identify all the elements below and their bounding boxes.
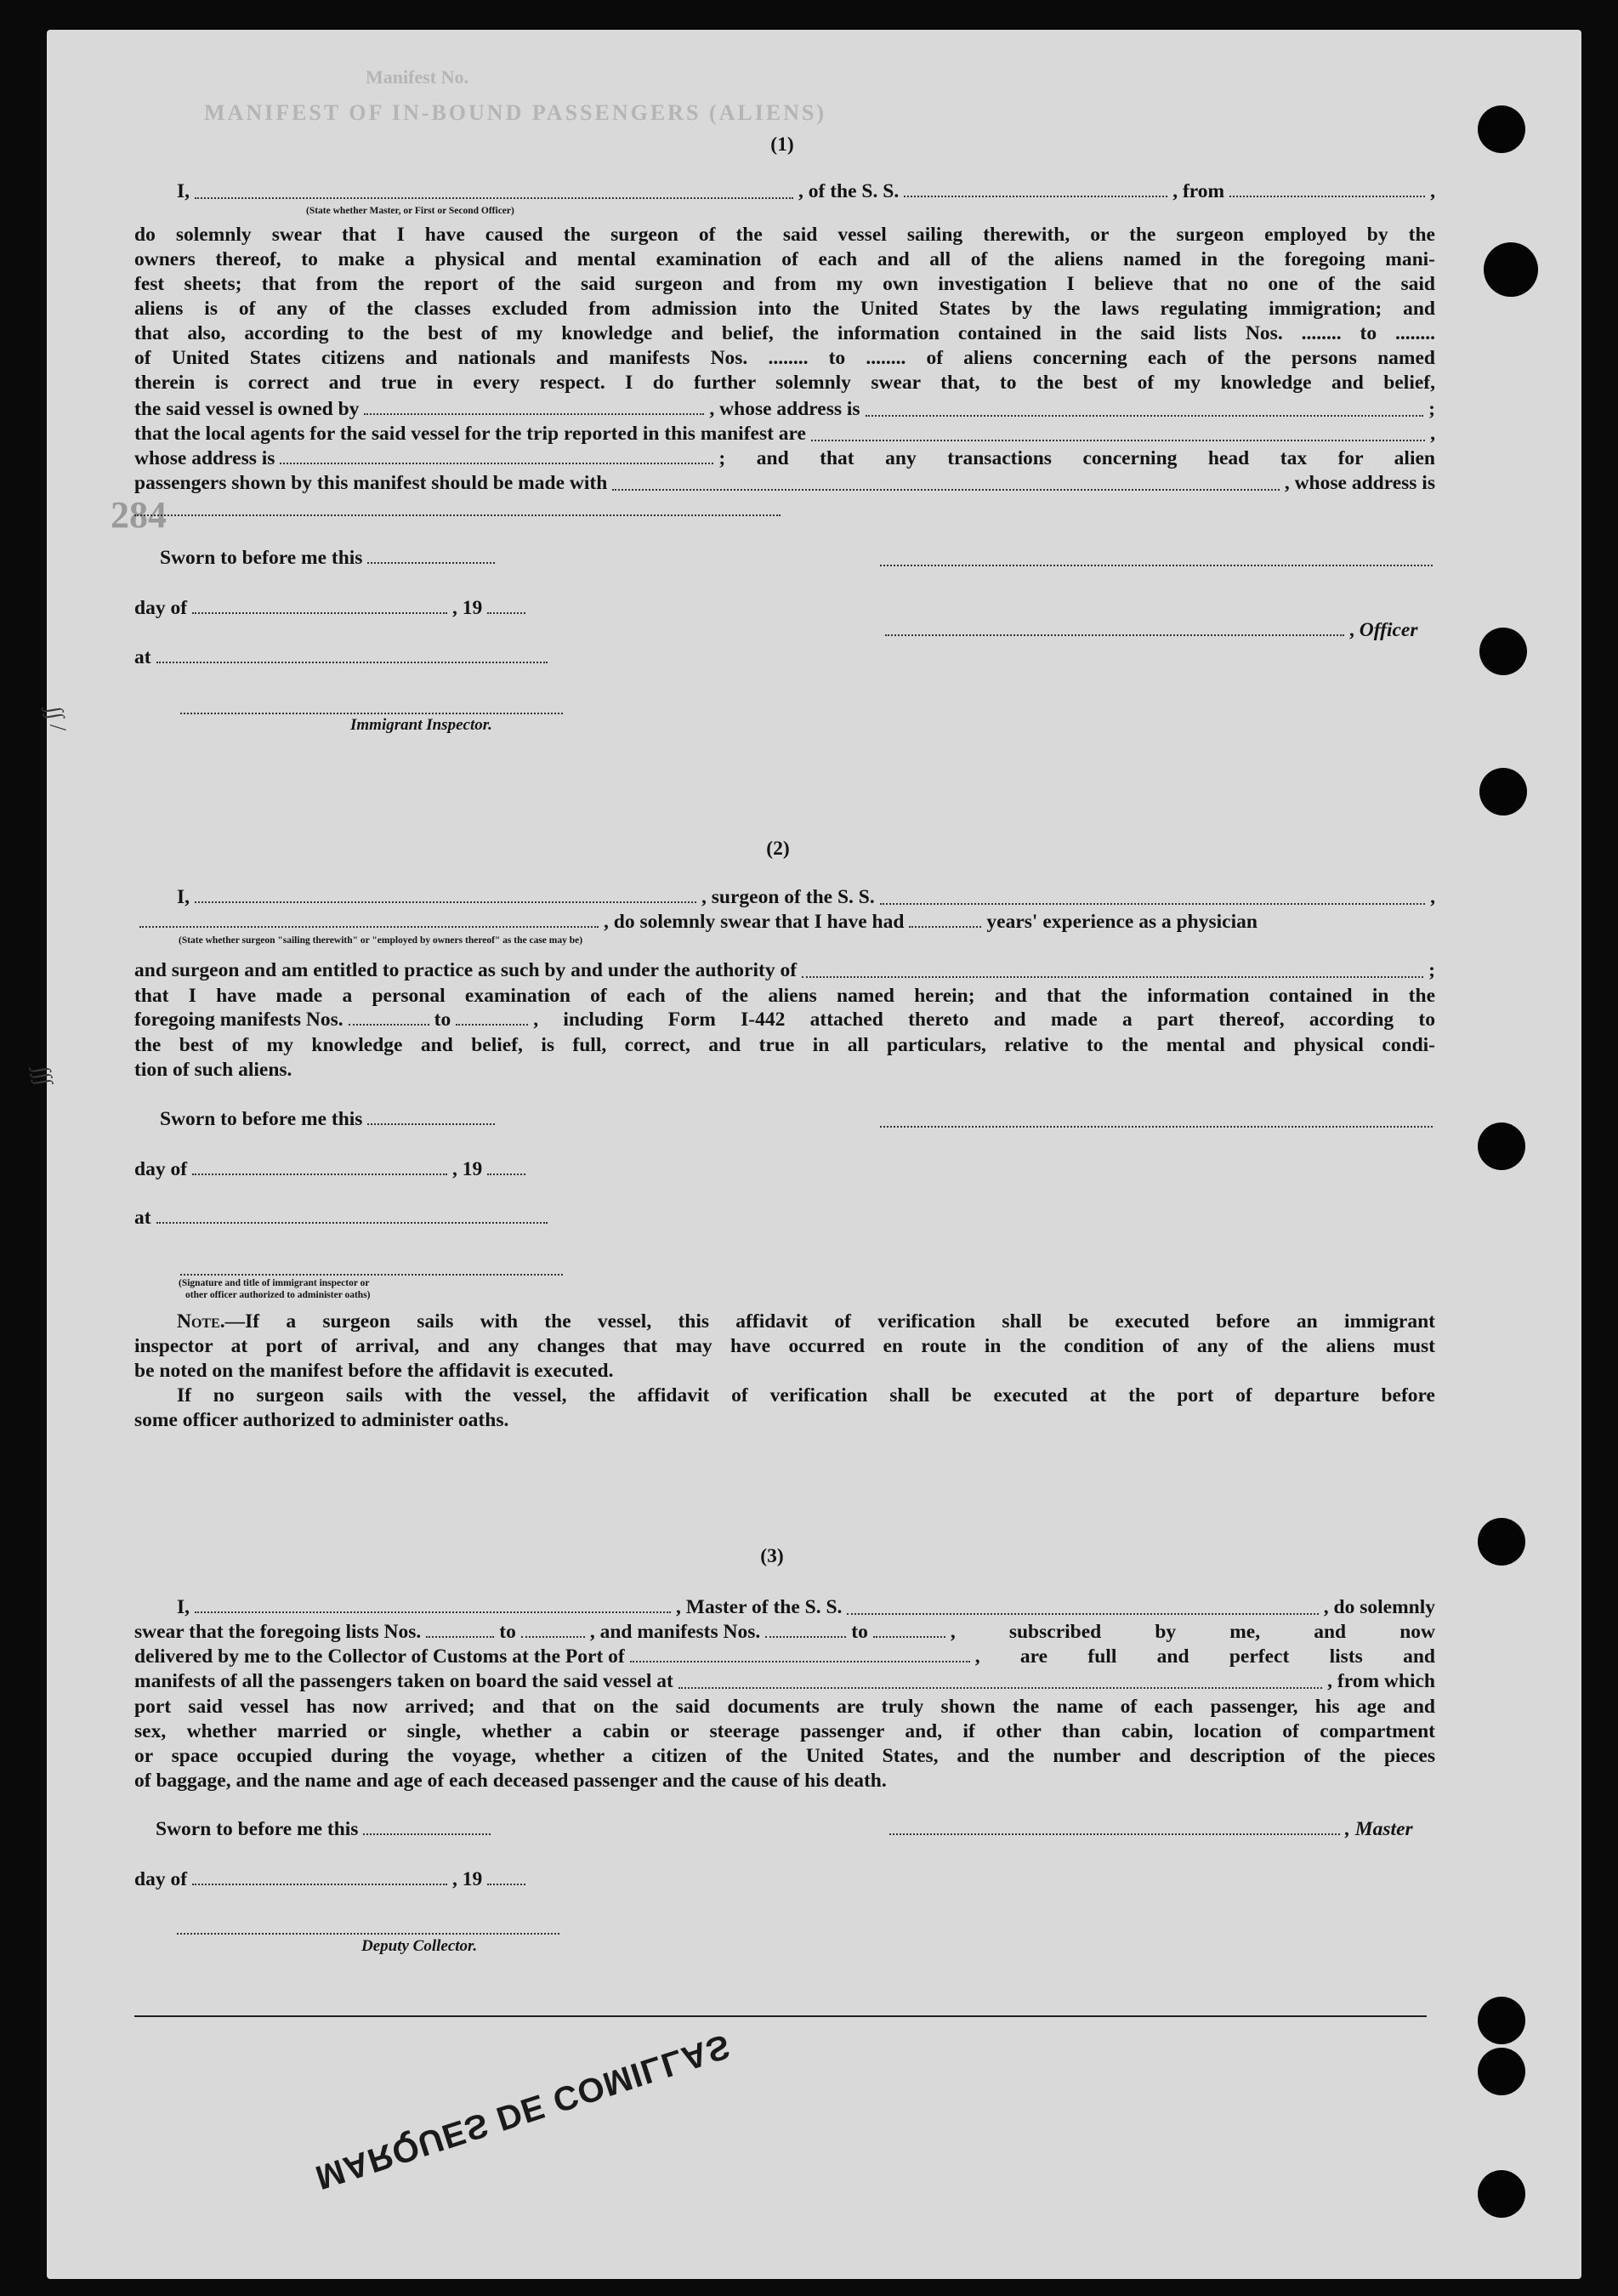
punct: ; [1428, 398, 1435, 420]
section3-paragraph [134, 1695, 1435, 1793]
note-block [134, 1310, 1435, 1433]
boarding-port-field[interactable] [678, 1686, 1322, 1689]
sworn-label: Sworn to before me this [156, 1818, 359, 1840]
paragraph-line: fest sheets; that from the report of the said surgeon and from my own investigation I believe that no one of the said [134, 273, 1435, 295]
at-label: at [134, 646, 151, 668]
master-name-field[interactable] [195, 1611, 671, 1613]
manifests-label: foregoing manifests Nos. [134, 1009, 343, 1031]
from-label: , from [1172, 180, 1225, 202]
year-field[interactable] [487, 1883, 525, 1885]
punch-hole [1479, 628, 1527, 675]
punch-hole [1478, 2170, 1525, 2218]
subscribed-text: , subscribed by me, and now [950, 1621, 1435, 1643]
from-port-field[interactable] [1229, 195, 1425, 197]
inspector-signature-field[interactable] [180, 1273, 563, 1276]
master-label: , Master [1345, 1818, 1413, 1840]
sworn-day-field[interactable] [363, 1833, 491, 1835]
at-place-field[interactable] [156, 1221, 548, 1224]
manifests-to-field[interactable] [873, 1635, 945, 1638]
port-field[interactable] [630, 1660, 970, 1662]
officer-comma: , [1349, 619, 1360, 641]
section2-i: I, [177, 886, 190, 908]
sworn-day-field[interactable] [367, 561, 495, 564]
ss-label: , of the S. S. [798, 180, 900, 202]
surgeon-status-field[interactable] [139, 925, 599, 928]
section2-line4: that I have made a personal examination of each of the aliens named herein; and that the information contained in the [134, 985, 1435, 1007]
lists-from-field[interactable] [426, 1635, 494, 1638]
local-agents-label: that the local agents for the said vessel for the trip reported in this manifest are [134, 423, 806, 445]
bottom-rule [134, 2015, 1427, 2017]
punch-hole [1484, 242, 1538, 297]
at-line-2 [134, 1207, 553, 1230]
whose-address-label: whose address is [134, 447, 275, 469]
paragraph-line: or space occupied during the voyage, whether a citizen of the United States, and the number and description of the pieces [134, 1745, 1435, 1767]
section1-line1 [177, 180, 1435, 203]
officer-label: Officer [1359, 619, 1418, 641]
surgeon-ss-label: , surgeon of the S. S. [701, 886, 875, 908]
section2-line2 [134, 911, 1435, 934]
whose-address-label: , whose address is [709, 398, 860, 420]
section2-line1 [177, 886, 1435, 909]
lists-label: swear that the foregoing lists Nos. [134, 1621, 422, 1643]
sworn-line-3 [156, 1818, 496, 1841]
agents-address-line [134, 447, 1435, 470]
master-line [884, 1818, 1413, 1841]
punch-hole [1478, 1518, 1525, 1566]
inspector-signature-field[interactable] [180, 712, 563, 714]
at-label: at [134, 1207, 151, 1229]
section3-line3 [134, 1645, 1435, 1668]
month-field[interactable] [192, 611, 447, 614]
punct: , [1430, 423, 1435, 445]
section2-line6: the best of my knowledge and belief, is full, correct, and true in all particulars, relative to the mental and physical condi- [134, 1034, 1435, 1056]
inspector-label: Immigrant Inspector. [350, 716, 492, 734]
manifests-label: , and manifests Nos. [589, 1621, 761, 1643]
section3-line1 [177, 1596, 1435, 1619]
deputy-label: Deputy Collector. [361, 1937, 478, 1955]
paragraph-line: owners thereof, to make a physical and mental examination of each and all of the aliens named in the foregoing mani- [134, 248, 1435, 270]
ghost-manifest-title: MANIFEST OF IN-BOUND PASSENGERS (ALIENS) [204, 100, 827, 125]
paragraph-line: of United States citizens and nationals and manifests Nos. ........ to ........ of aliens concerning each of the persons named [134, 347, 1435, 369]
punch-hole [1478, 1122, 1525, 1170]
punch-hole [1478, 105, 1525, 153]
section2-line7: tion of such aliens. [134, 1059, 292, 1081]
head-tax-address-field[interactable] [134, 514, 781, 516]
ghost-number: 284 [111, 494, 167, 536]
years-text: years' experience as a physician [986, 911, 1257, 933]
signature-note-1: (Signature and title of immigrant inspector or [179, 1278, 370, 1288]
lists-to-field[interactable] [521, 1635, 585, 1638]
day-of-line-3 [134, 1868, 531, 1891]
local-agents-line [134, 423, 1435, 446]
sworn-label: Sworn to before me this [160, 1108, 363, 1130]
day-of-label: day of [134, 1868, 188, 1890]
owner-address-field[interactable] [866, 414, 1424, 417]
year-field[interactable] [487, 1173, 525, 1175]
officer-line [880, 619, 1417, 642]
master-signature-field[interactable] [880, 564, 1433, 566]
ship-name-stamp: MARQUES DE COMILLAS [310, 2026, 735, 2197]
section-number-1: (1) [770, 134, 794, 156]
head-tax-contact-field[interactable] [612, 488, 1280, 491]
paragraph-line: sex, whether married or single, whether a cabin or steerage passenger and, if other than cabin, location of compartment [134, 1720, 1435, 1742]
paragraph-line: that also, according to the best of my knowledge and belief, the information contained in the said lists Nos. ........ to ........ [134, 322, 1435, 344]
surgeon-ship-field[interactable] [880, 902, 1425, 905]
year-field[interactable] [487, 611, 525, 614]
section2-line5 [134, 1009, 1435, 1031]
note-line: If a surgeon sails with the vessel, this affidavit of verification shall be executed before an immigrant [245, 1310, 1435, 1333]
passengers-shown-line [134, 472, 1435, 495]
at-line-1 [134, 646, 553, 669]
manifest-from-field[interactable] [349, 1023, 429, 1026]
note-line: be noted on the manifest before the affidavit is executed. [134, 1360, 614, 1382]
swear-text: , do solemnly swear that I have had [604, 911, 905, 933]
section3-i: I, [177, 1596, 190, 1618]
punct: , [1430, 180, 1435, 202]
owner-field[interactable] [364, 412, 704, 415]
punct: , [1430, 886, 1435, 908]
punch-hole [1478, 2048, 1525, 2095]
section3-line2 [134, 1621, 1435, 1644]
note-line: If no surgeon sails with the vessel, the affidavit of verification shall be executed at the port of departure before [177, 1384, 1435, 1407]
year-label: , 19 [452, 597, 483, 619]
note-line: inspector at port of arrival, and any changes that may have occurred en route in the condition of any of the aliens must [134, 1335, 1435, 1357]
section1-i: I, [177, 180, 190, 202]
month-field[interactable] [192, 1883, 447, 1885]
section-number-3: (3) [760, 1545, 784, 1567]
section2-line3 [134, 959, 1435, 982]
day-of-label: day of [134, 597, 188, 619]
whose-address-label: , whose address is [1284, 472, 1435, 494]
paragraph-line: do solemnly swear that I have caused the surgeon of the said vessel sailing therewith, or the surgeon employed by the [134, 224, 1435, 246]
perfect-lists-text: , are full and perfect lists and [974, 1645, 1435, 1668]
authority-field[interactable] [802, 975, 1423, 978]
paragraph-line: aliens is of any of the classes excluded from admission into the United States by the laws regulating immigration; and [134, 298, 1435, 320]
signature-note-2: other officer authorized to administer oaths) [185, 1290, 371, 1300]
surgeon-signature-field[interactable] [880, 1125, 1433, 1128]
punch-hole [1478, 1997, 1525, 2044]
note-first-line [134, 1310, 1435, 1334]
day-of-line-2 [134, 1158, 531, 1181]
authority-text: and surgeon and am entitled to practice as such by and under the authority of [134, 959, 798, 981]
ship-name-field[interactable] [904, 195, 1167, 197]
note-line: some officer authorized to administer oaths. [134, 1409, 509, 1431]
collector-text: delivered by me to the Collector of Customs at the Port of [134, 1645, 625, 1668]
surgeon-name-field[interactable] [195, 901, 696, 903]
sworn-line-1 [160, 547, 500, 570]
sworn-day-field[interactable] [367, 1122, 495, 1125]
handwritten-margin-mark: ∫∫ / [42, 704, 71, 733]
sworn-label: Sworn to before me this [160, 547, 363, 569]
manifests-from-field[interactable] [765, 1635, 846, 1638]
head-tax-text: ; and that any transactions concerning head tax for alien [718, 447, 1435, 469]
punct: ; [1428, 959, 1435, 981]
passengers-shown-label: passengers shown by this manifest should be made with [134, 472, 608, 494]
master-ship-field[interactable] [847, 1612, 1318, 1615]
day-of-label: day of [134, 1158, 188, 1180]
to-label: to [851, 1621, 868, 1643]
ghost-manifest-no: Manifest No. [366, 66, 468, 88]
to-label: to [434, 1009, 451, 1031]
officer-name-field[interactable] [195, 196, 793, 199]
paragraph-line: of baggage, and the name and age of each deceased passenger and the cause of his death. [134, 1770, 887, 1792]
section-number-2: (2) [766, 838, 790, 860]
year-label: , 19 [452, 1158, 483, 1180]
manifest-to-field[interactable] [456, 1023, 528, 1026]
owned-by-label: the said vessel is owned by [134, 398, 360, 420]
at-place-field[interactable] [156, 661, 548, 663]
agents-address-field[interactable] [280, 462, 713, 464]
officer-signature-field[interactable] [885, 634, 1344, 636]
form-text: , including Form I-442 attached thereto and made a part thereof, according to [533, 1009, 1435, 1031]
deputy-signature-field[interactable] [177, 1932, 559, 1935]
paragraph-line: therein is correct and true in every respect. I do further solemnly swear that, to the best of my knowledge and belief, [134, 372, 1435, 394]
handwritten-margin-mark: ∫∫∫ [30, 1064, 58, 1087]
sworn-line-2 [160, 1108, 500, 1131]
master-ss-label: , Master of the S. S. [676, 1596, 843, 1618]
solemnly-text: , do solemnly [1323, 1596, 1435, 1618]
taken-on-board-text: manifests of all the passengers taken on board the said vessel at [134, 1670, 673, 1692]
note-label: Note.— [177, 1310, 246, 1333]
section3-line4 [134, 1670, 1435, 1693]
day-of-line-1 [134, 597, 531, 620]
to-label: to [499, 1621, 516, 1643]
master-signature-field[interactable] [889, 1833, 1340, 1835]
paragraph-line: port said vessel has now arrived; and that on the said documents are truly shown the name of each passenger, his age and [134, 1696, 1435, 1718]
section1-paragraph [134, 223, 1435, 395]
local-agents-field[interactable] [811, 439, 1425, 441]
punch-hole [1479, 768, 1527, 816]
month-field[interactable] [192, 1173, 447, 1175]
year-label: , 19 [452, 1868, 483, 1890]
officer-note: (State whether Master, or First or Second Officer) [306, 206, 514, 216]
years-field[interactable] [909, 925, 981, 928]
from-which-text: , from which [1327, 1670, 1435, 1692]
owned-by-line [134, 398, 1435, 421]
surgeon-note: (State whether surgeon "sailing therewith" or "employed by owners thereof" as the case may be) [179, 935, 583, 946]
